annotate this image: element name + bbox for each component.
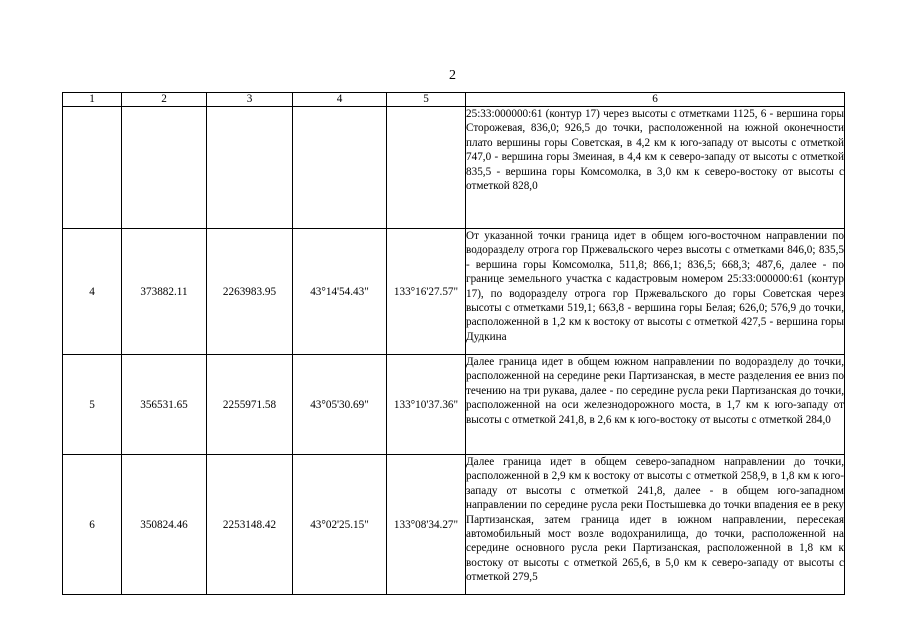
description-cell: От указанной точки граница идет в общем юго-восточном направлении по водоразделу отрога гор Пржевальского через высоты с отметками 846,0; 835,5 - вершина горы Комсомолка, 511,8; 866,1; 836,5; 668,3; 487,6, далее - по границе земельного участка с кадастровым номером 25:33:000000:61 (контур 17), по водоразделу отрога гор Пржевальского до горы Советская через высоты с отметками 519,1; 663,8 - вершина горы Белая; 626,0; 576,9 до точки, расположенной в 1,2 км к востоку от высоты с отметкой 427,5 - вершина горы Дудкина xyxy=(466,229,845,355)
point-number-cell: 5 xyxy=(63,355,122,455)
x-coordinate-cell: 350824.46 xyxy=(122,455,207,595)
description-cell: 25:33:000000:61 (контур 17) через высоты с отметками 1125, 6 - вершина горы Сторожевая, 836,0; 926,5 до точки, расположенной на южной оконечности плато вершины горы Советская, в 4,2 км к юго-западу от высоты с отметкой 747,0 - вершина горы Змеиная, в 4,4 км к северо-западу от высоты с отметкой 835,5 - вершина горы Комсомолка, в 3,0 км к северо-востоку от высоты с отметкой 828,0 xyxy=(466,107,845,229)
longitude-cell xyxy=(387,107,466,229)
table-row-point-6 xyxy=(63,455,845,595)
latitude-cell: 43°02'25.15" xyxy=(293,455,387,595)
x-coordinate-cell: 373882.11 xyxy=(122,229,207,355)
latitude-cell: 43°05'30.69" xyxy=(293,355,387,455)
point-number-cell xyxy=(63,107,122,229)
header-col-2: 2 xyxy=(122,93,207,107)
table-row-point-5 xyxy=(63,355,845,455)
longitude-cell: 133°16'27.57" xyxy=(387,229,466,355)
page-number: 2 xyxy=(449,68,456,83)
longitude-cell: 133°08'34.27" xyxy=(387,455,466,595)
latitude-cell: 43°14'54.43" xyxy=(293,229,387,355)
longitude-cell: 133°10'37.36" xyxy=(387,355,466,455)
y-coordinate-cell: 2263983.95 xyxy=(207,229,293,355)
header-col-6: 6 xyxy=(466,93,845,107)
y-coordinate-cell xyxy=(207,107,293,229)
latitude-cell xyxy=(293,107,387,229)
description-cell: Далее граница идет в общем южном направлении по водоразделу до точки, расположенной на середине реки Партизанская, в месте разделения ее вниз по течению на три рукава, далее - по середине русла реки Партизанская до точки, расположенной на оси железнодорожного моста, в 1,7 км к юго-западу от высоты с отметкой 241,8, в 2,6 км к юго-востоку от высоты с отметкой 284,0 xyxy=(466,355,845,455)
point-number-cell: 4 xyxy=(63,229,122,355)
y-coordinate-cell: 2253148.42 xyxy=(207,455,293,595)
x-coordinate-cell: 356531.65 xyxy=(122,355,207,455)
header-col-1: 1 xyxy=(63,93,122,107)
y-coordinate-cell: 2255971.58 xyxy=(207,355,293,455)
header-col-3: 3 xyxy=(207,93,293,107)
x-coordinate-cell xyxy=(122,107,207,229)
header-col-4: 4 xyxy=(293,93,387,107)
header-col-5: 5 xyxy=(387,93,466,107)
table-header-row xyxy=(63,93,845,107)
table-row-continuation xyxy=(63,107,845,229)
boundary-coordinates-table xyxy=(62,92,845,595)
description-cell: Далее граница идет в общем северо-западном направлении до точки, расположенной в 2,9 км к востоку от высоты с отметкой 258,9, в 1,8 км к юго-западу от высоты с отметкой 241,8, далее - в общем юго-западном направлении по середине русла реки Постышевка до точки впадения ее в реку Партизанская, затем граница идет в южном направлении, пересекая автомобильный мост возле водохранилища, до точки, расположенной на середине основного русла реки Партизанская, расположенной в 1,8 км к востоку от высоты с отметкой 265,6, в 5,0 км к северо-западу от высоты с отметкой 279,5 xyxy=(466,455,845,595)
table-row-point-4 xyxy=(63,229,845,355)
point-number-cell: 6 xyxy=(63,455,122,595)
